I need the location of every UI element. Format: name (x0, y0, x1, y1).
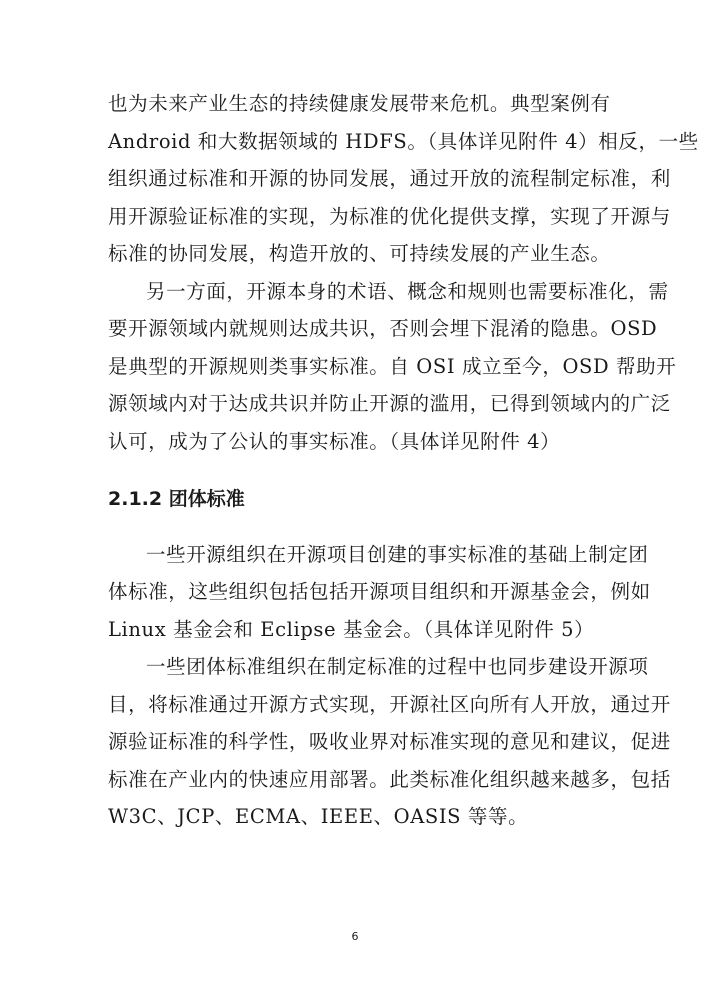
page-number: 6 (351, 930, 359, 943)
text-line: 源验证标准的科学性，吸收业界对标准实现的意见和建议，促进 (108, 730, 671, 753)
text-line: 一些开源组织在开源项目创建的事实标准的基础上制定团 (146, 543, 649, 566)
text-line: Linux 基金会和 Eclipse 基金会。（具体详见附件 5） (108, 618, 595, 641)
text-line: 源领域内对于达成共识并防止开源的滥用，已得到领域内的广泛 (108, 392, 671, 415)
text-line: Android 和大数据领域的 HDFS。（具体详见附件 4）相反，一些 (108, 130, 699, 153)
section-heading: 2.1.2 团体标准 (108, 488, 245, 510)
text-line: 组织通过标准和开源的协同发展，通过开放的流程制定标准，利 (108, 167, 671, 190)
text-line: 目，将标准通过开源方式实现，开源社区向所有人开放，通过开 (108, 693, 671, 716)
text-line: 标准的协同发展，构造开放的、可持续发展的产业生态。 (108, 242, 611, 265)
text-line: 是典型的开源规则类事实标准。自 OSI 成立至今，OSD 帮助开 (108, 355, 677, 378)
text-line: 用开源验证标准的实现，为标准的优化提供支撑，实现了开源与 (108, 205, 671, 228)
text-line: W3C、JCP、ECMA、IEEE、OASIS 等等。 (108, 805, 529, 828)
text-line: 体标准，这些组织包括包括开源项目组织和开源基金会，例如 (108, 580, 651, 603)
text-line: 一些团体标准组织在制定标准的过程中也同步建设开源项 (146, 655, 649, 678)
text-line: 另一方面，开源本身的术语、概念和规则也需要标准化，需 (146, 280, 669, 303)
text-line: 要开源领域内就规则达成共识，否则会埋下混淆的隐患。OSD (108, 317, 658, 340)
text-line: 也为未来产业生态的持续健康发展带来危机。典型案例有 (108, 92, 611, 115)
text-line: 标准在产业内的快速应用部署。此类标准化组织越来越多，包括 (108, 768, 671, 791)
text-line: 认可，成为了公认的事实标准。（具体详见附件 4） (108, 430, 561, 453)
